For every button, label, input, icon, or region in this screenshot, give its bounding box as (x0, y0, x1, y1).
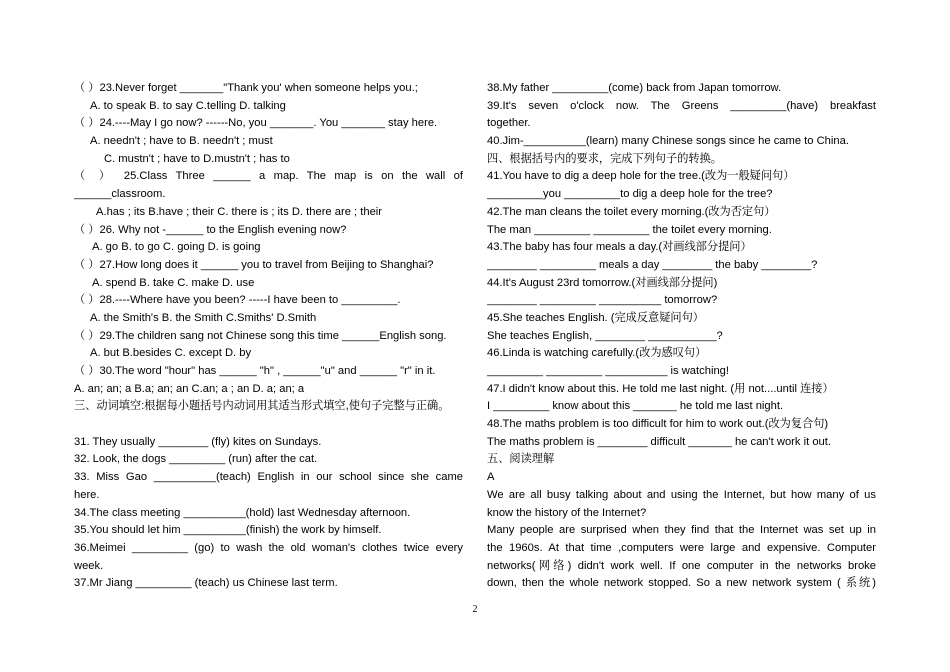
right-line: know the history of the Internet? (487, 506, 647, 519)
left-line: A. an; an; a B.a; an; an C.an; a ; an D. a; an; a (74, 382, 305, 395)
right-line: We are all busy talking about and using the Internet, but how many of us (487, 488, 876, 501)
right-line: The man _________ _________ the toilet every morning. (487, 223, 772, 236)
right-line: 四、根据括号内的要求，完成下列句子的转换。 (487, 152, 722, 165)
right-line: Many people are surprised when they find that the Internet was set up in (487, 524, 876, 537)
left-line: 三、动词填空:根据每小题括号内动词用其适当形式填空,使句子完整与正确。 (74, 400, 450, 413)
right-line: together. (487, 117, 531, 130)
right-line: the 1960s. At that time ,computers were large and expensive. Computer (487, 541, 876, 554)
left-line: （ ）28.----Where have you been? -----I have been to _________. (74, 294, 401, 307)
right-line: _________ _________ __________ is watching! (487, 365, 729, 377)
left-line: A.has ; its B.have ; their C. there is ; its D. there are ; their (96, 205, 383, 218)
right-line: _________you _________to dig a deep hole for the tree? (487, 188, 773, 201)
left-line: A. to speak B. to say C.telling D. talking (90, 99, 286, 112)
right-line: ________ _________ __________ tomorrow? (487, 294, 718, 307)
left-line: week. (74, 559, 104, 572)
left-line: 36.Meimei _________ (go) to wash the old woman's clothes twice every (74, 541, 463, 554)
left-line: （ ） 25.Class Three ______ a map. The map is on the wall of (74, 170, 463, 183)
left-line: A. needn't ; have to B. needn't ; must (90, 135, 273, 148)
left-line: A. go B. to go C. going D. is going (92, 241, 261, 254)
left-line: （ ）26. Why not -______ to the English evening now? (74, 223, 347, 236)
right-line: 40.Jim-__________(learn) many Chinese songs since he came to China. (487, 135, 849, 148)
page-number: 2 (472, 604, 478, 615)
right-line: networks(网络) didn't work well. If one computer in the networks broke (487, 559, 876, 572)
right-line: 五、阅读理解 (487, 453, 555, 466)
right-line: 39.It's seven o'clock now. The Greens _________(have) breakfast (487, 99, 876, 112)
right-line: I _________ know about this _______ he told me last night. (487, 400, 784, 413)
right-line: She teaches English, ________ ___________? (487, 329, 723, 342)
right-line: 46.Linda is watching carefully.(改为感叹句） (487, 347, 707, 360)
right-line: 42.The man cleans the toilet every morning.(改为否定句） (487, 205, 776, 218)
right-line: 43.The baby has four meals a day.(对画线部分提问） (487, 241, 752, 254)
right-line: 45.She teaches English. (完成反意疑问句） (487, 311, 704, 324)
left-line: 33. Miss Gao __________(teach) English in our school since she came (74, 471, 463, 484)
left-line: ______classroom. (74, 188, 166, 201)
left-line: 31. They usually ________ (fly) kites on Sundays. (74, 435, 322, 448)
right-line: The maths problem is ________ difficult _______ he can't work it out. (487, 435, 831, 448)
left-line: （ ）29.The children sang not Chinese song this time ______English song. (74, 329, 447, 342)
right-column (487, 80, 876, 593)
left-line: （ ）27.How long does it ______ you to travel from Beijing to Shanghai? (74, 258, 434, 271)
right-line: 41.You have to dig a deep hole for the tree.(改为一般疑问句） (487, 170, 795, 183)
right-line: A (487, 471, 495, 484)
left-column (74, 80, 463, 593)
left-line: A. the Smith's B. the Smith C.Smiths' D.Smith (90, 311, 317, 324)
left-line: 37.Mr Jiang _________ (teach) us Chinese last term. (74, 577, 338, 590)
left-line: 34.The class meeting __________(hold) last Wednesday afternoon. (74, 506, 411, 519)
right-line: ________ _________ meals a day ________ the baby ________? (487, 258, 818, 271)
left-line: （ ）24.----May I go now? ------No, you _______. You _______ stay here. (74, 117, 438, 130)
right-line: down, then the whole network stopped. So a new network system ( 系统) (487, 577, 876, 590)
right-line: 48.The maths problem is too difficult for him to work out.(改为复合句) (487, 418, 829, 431)
right-line: 44.It's August 23rd tomorrow.(对画线部分提问) (487, 276, 718, 289)
left-line: 35.You should let him __________(finish) the work by himself. (74, 524, 382, 537)
left-line: 32. Look, the dogs _________ (run) after the cat. (74, 453, 318, 466)
right-line: 47.I didn't know about this. He told me last night. (用 not....until 连接） (487, 382, 834, 395)
left-line: （ ）23.Never forget _______"Thank you' when someone helps you.; (74, 82, 418, 94)
left-line: A. spend B. take C. make D. use (92, 276, 255, 289)
left-line: here. (74, 488, 100, 501)
left-line: C. mustn't ; have to D.mustn't ; has to (104, 152, 290, 165)
right-line: 38.My father _________(come) back from Japan tomorrow. (487, 82, 782, 94)
left-line (74, 416, 463, 434)
left-line: （ ）30.The word "hour" has ______ "h" , ______"u" and ______ "r" in it. (74, 365, 436, 377)
left-line: A. but B.besides C. except D. by (90, 347, 252, 360)
